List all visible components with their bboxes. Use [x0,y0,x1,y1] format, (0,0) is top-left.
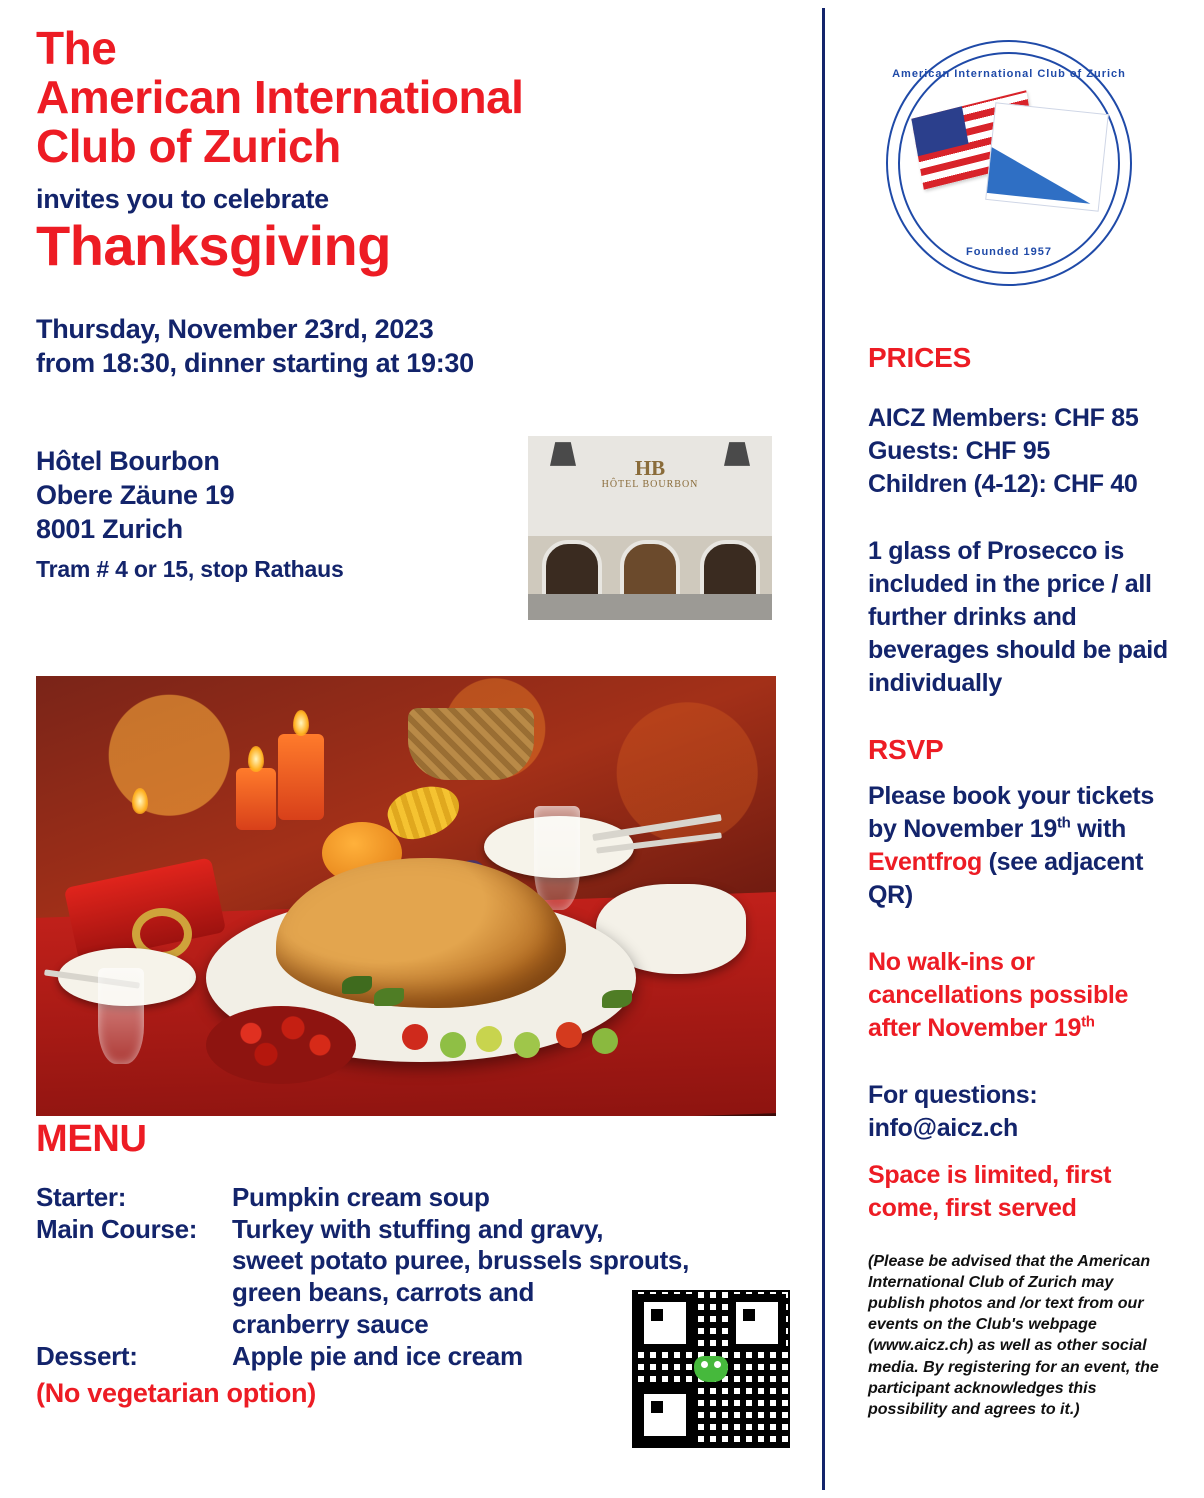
zurich-flag-icon [985,102,1109,211]
menu-value: sweet potato puree, brussels sprouts, [232,1245,690,1276]
garnish-fruit [592,1028,618,1054]
cranberry-bowl [206,1006,356,1084]
eventfrog-frog-icon [694,1356,728,1382]
menu-label [36,1277,232,1309]
price-children: Children (4-12): CHF 40 [868,470,1138,498]
menu-label [36,1245,232,1277]
garnish-leaf [602,990,632,1008]
garnish-fruit [514,1032,540,1058]
venue-city: 8001 Zurich [36,514,183,545]
no-walkins-ordinal: th [1081,1013,1095,1031]
menu-value: green beans, carrots and [232,1277,535,1308]
garnish-fruit [440,1032,466,1058]
rsvp-heading: RSVP [868,734,944,765]
questions-block [868,1079,1180,1145]
event-time: from 18:30, dinner starting at 19:30 [36,348,474,379]
menu-value: Turkey with stuffing and gravy, [232,1213,604,1244]
hotel-sign-name: HÔTEL BOURBON [601,479,699,491]
qr-finder-icon [636,1294,694,1352]
eventfrog-brand[interactable]: Eventfrog [868,848,982,876]
garnish-leaf [342,976,372,994]
rsvp-with: with [1070,815,1126,843]
menu-label [36,1309,232,1341]
candle-flame [293,710,309,736]
garnish-fruit [556,1022,582,1048]
no-walkins-text: No walk-ins or cancellations possible after November 19 [868,948,1129,1042]
menu-value: cranberry sauce [232,1308,429,1339]
qr-finder-icon [728,1294,786,1352]
prices-list [868,402,1180,501]
eventfrog-qr-code[interactable] [632,1290,790,1448]
contact-email[interactable]: info@aicz.ch [868,1114,1018,1142]
logo-top-text: American International Club of Zurich [892,68,1126,80]
rsvp-ordinal: th [1056,814,1071,832]
hotel-sign [602,458,699,490]
menu-heading: MENU [36,1118,147,1160]
logo-bottom-text: Founded 1957 [966,246,1052,258]
thanksgiving-table-photo [36,676,776,1116]
hotel-street [528,594,772,620]
garnish-fruit [476,1026,502,1052]
rsvp-text [868,780,1180,912]
menu-value: Apple pie and ice cream [232,1340,523,1371]
menu-row [36,1277,689,1309]
right-column [868,40,1180,1420]
menu-value: Pumpkin cream soup [232,1182,490,1212]
organization-title [36,24,796,170]
menu-row [36,1341,689,1373]
prices-heading: PRICES [868,342,972,373]
hotel-arches [528,536,772,620]
legal-disclaimer: (Please be advised that the American International Club of Zurich may publish photos and /or text from our events on the Club's webpage (www.aicz.ch) as well as other social media. By registering for an event, the participant acknowledges this possibility and agrees to it.) [868,1253,1159,1418]
prosecco-note: 1 glass of Prosecco is included in the price / all further drinks and beverages should be paid individually [868,537,1168,697]
menu-row [36,1245,689,1277]
candle-flame [248,746,264,772]
wine-glass [98,968,144,1064]
event-date: Thursday, November 23rd, 2023 [36,314,434,345]
left-column [36,24,796,583]
menu-row [36,1214,689,1246]
candle-flame [132,788,148,814]
menu-note: (No vegetarian option) [36,1378,316,1408]
menu-row [36,1309,689,1341]
event-datetime [36,312,796,380]
venue-block [36,444,796,583]
menu-label: Main Course: [36,1213,198,1244]
hotel-photo [528,436,772,620]
candle [236,768,276,830]
no-walkins-note [868,946,1180,1045]
venue-name: Hôtel Bourbon [36,446,220,477]
questions-label: For questions: [868,1081,1038,1109]
menu-label: Dessert: [36,1340,138,1371]
rsvp-qr-note: (see adjacent QR) [868,848,1144,909]
wine-glass [534,806,580,910]
transport-info: Tram # 4 or 15, stop Rathaus [36,556,344,583]
garnish-leaf [374,988,404,1006]
menu-table [36,1182,689,1372]
hotel-sign-initials: HB [634,456,666,481]
garnish-fruit [402,1024,428,1050]
price-members: AICZ Members: CHF 85 [868,404,1139,432]
candle [278,734,324,820]
rsvp-book-by: Please book your tickets by November 19 [868,782,1154,843]
space-limited-note: Space is limited, first come, first served [868,1161,1112,1222]
event-name: Thanksgiving [36,214,391,278]
title-line-3: Club of Zurich [36,119,341,172]
invitation-subtitle: invites you to celebrate [36,184,329,215]
price-guests: Guests: CHF 95 [868,437,1050,465]
column-divider [822,8,825,1490]
venue-street: Obere Zäune 19 [36,480,235,511]
title-line-2: American International [36,70,524,123]
club-logo [886,40,1132,286]
zurich-flag-triangle [987,147,1095,204]
title-line-1: The [36,22,117,74]
menu-label: Starter: [36,1182,127,1212]
menu-row [36,1182,689,1214]
basket [408,708,534,780]
qr-finder-icon [636,1386,694,1444]
